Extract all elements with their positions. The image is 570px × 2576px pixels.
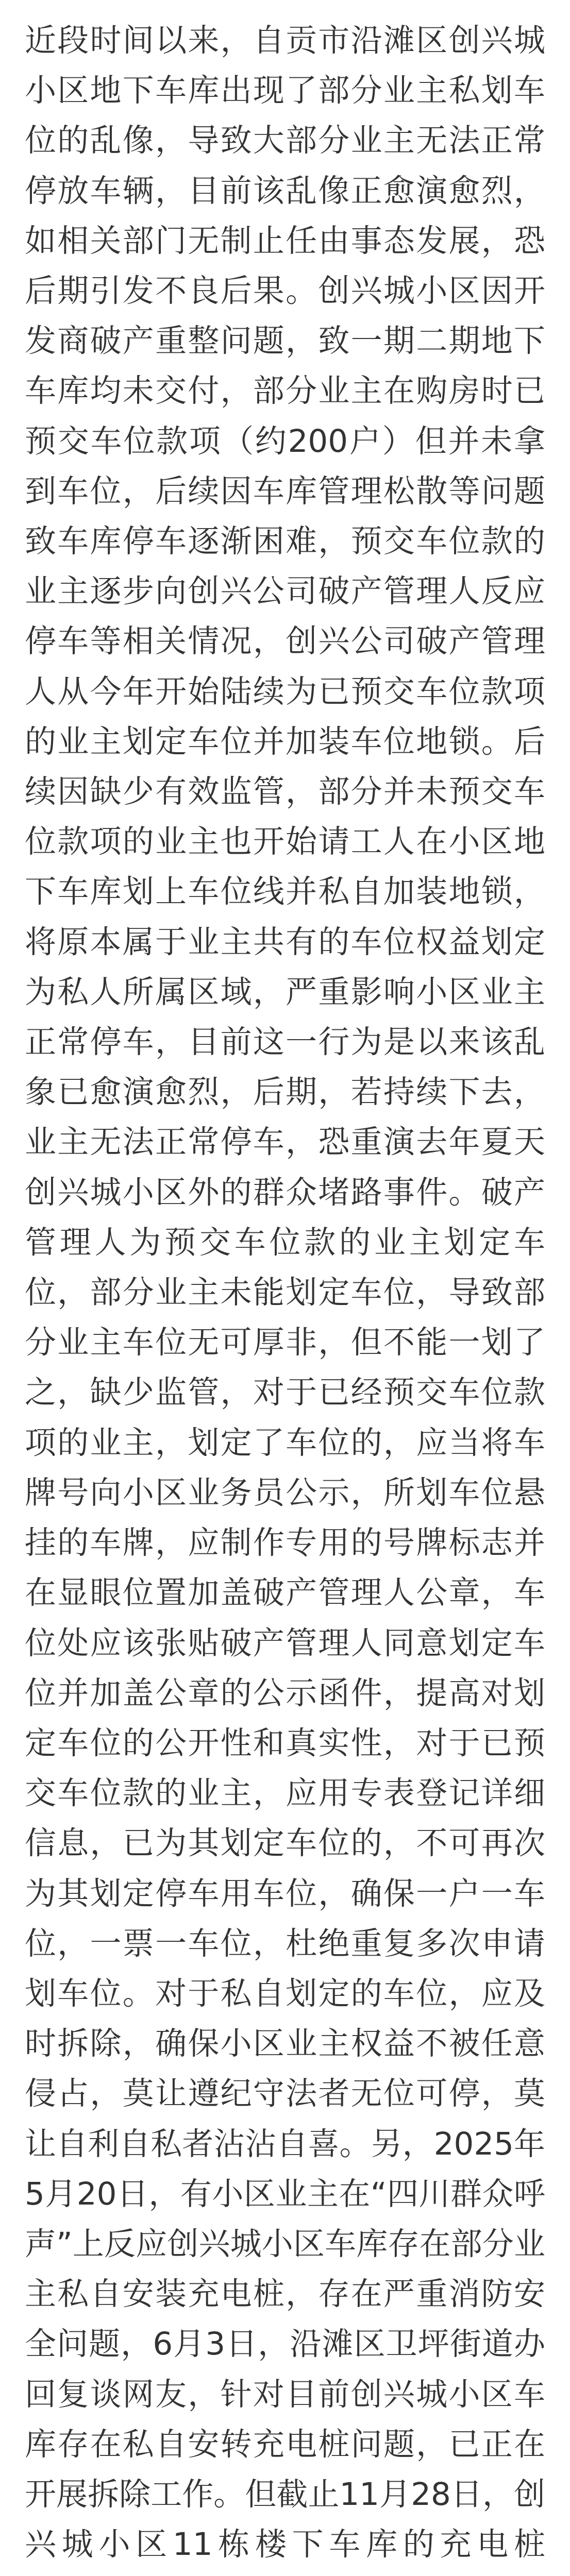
complaint-text: 近段时间以来，自贡市沿滩区创兴城小区地下车库出现了部分业主私划车位的乱像，导致大部分业主无法正常停放车辆，目前该乱像正愈演愈烈，如相关部门无制止任由事态发展，恐后期引发不良后果。创兴城小区因开发商破产重整问题，致一期二期地下车库均未交付，部分业主在购房时已预交车位款项（约200户）但并未拿到车位，后续因车库管理松散等问题致车库停车逐渐困难，预交车位款的业主逐步向创兴公司破产管理人反应停车等相关情况，创兴公司破产管理人从今年开始陆续为已预交车位款项的业主划定车位并加装车位地锁。后续因缺少有效监管，部分并未预交车位款项的业主也开始请工人在小区地下车库划上车位线并私自加装地锁，将原本属于业主共有的车位权益划定为私人所属区域，严重影响小区业主正常停车，目前这一行为是以来该乱象已愈演愈烈，后期，若持续下去，业主无法正常停车，恐重演去年夏天创兴城小区外的群众堵路事件。破产管理人为预交车位款的业主划定车位，部分业主未能划定车位，导致部分业主车位无可厚非，但不能一划了之，缺少监管，对于已经预交车位款项的业主，划定了车位的，应当将车牌号向小区业务员公示，所划车位悬挂的车牌，应制作专用的号牌标志并在显眼位置加盖破产管理人公章，车位处应该张贴破产管理人同意划定车位并加盖公章的公示函件，提高对划定车位的公开性和真实性，对于已预交车位款的业主，应用专表登记详细信息，已为其划定车位的，不可再次为其划定停车用车位，确保一户一车位，一票一车位，杜绝重复多次申请划车位。对于私自划定的车位，应及时拆除，确保小区业主权益不被任意侵占，莫让遵纪守法者无位可停，莫让自利自私者沾沾自喜。另，2025年5月20日，有小区业主在“四川群众呼声”上反应创兴城小区车库存在部分业主私自安装充电桩，存在严重消防安全问题，6月3日，沿滩区卫坪街道办回复谈网友，针对目前创兴城小区车库存在私自安转充电桩问题，已正在开展拆除工作。但截止11月28日，创兴城小区11栋楼下车库的充电桩 xyxy=(25,22,545,2563)
